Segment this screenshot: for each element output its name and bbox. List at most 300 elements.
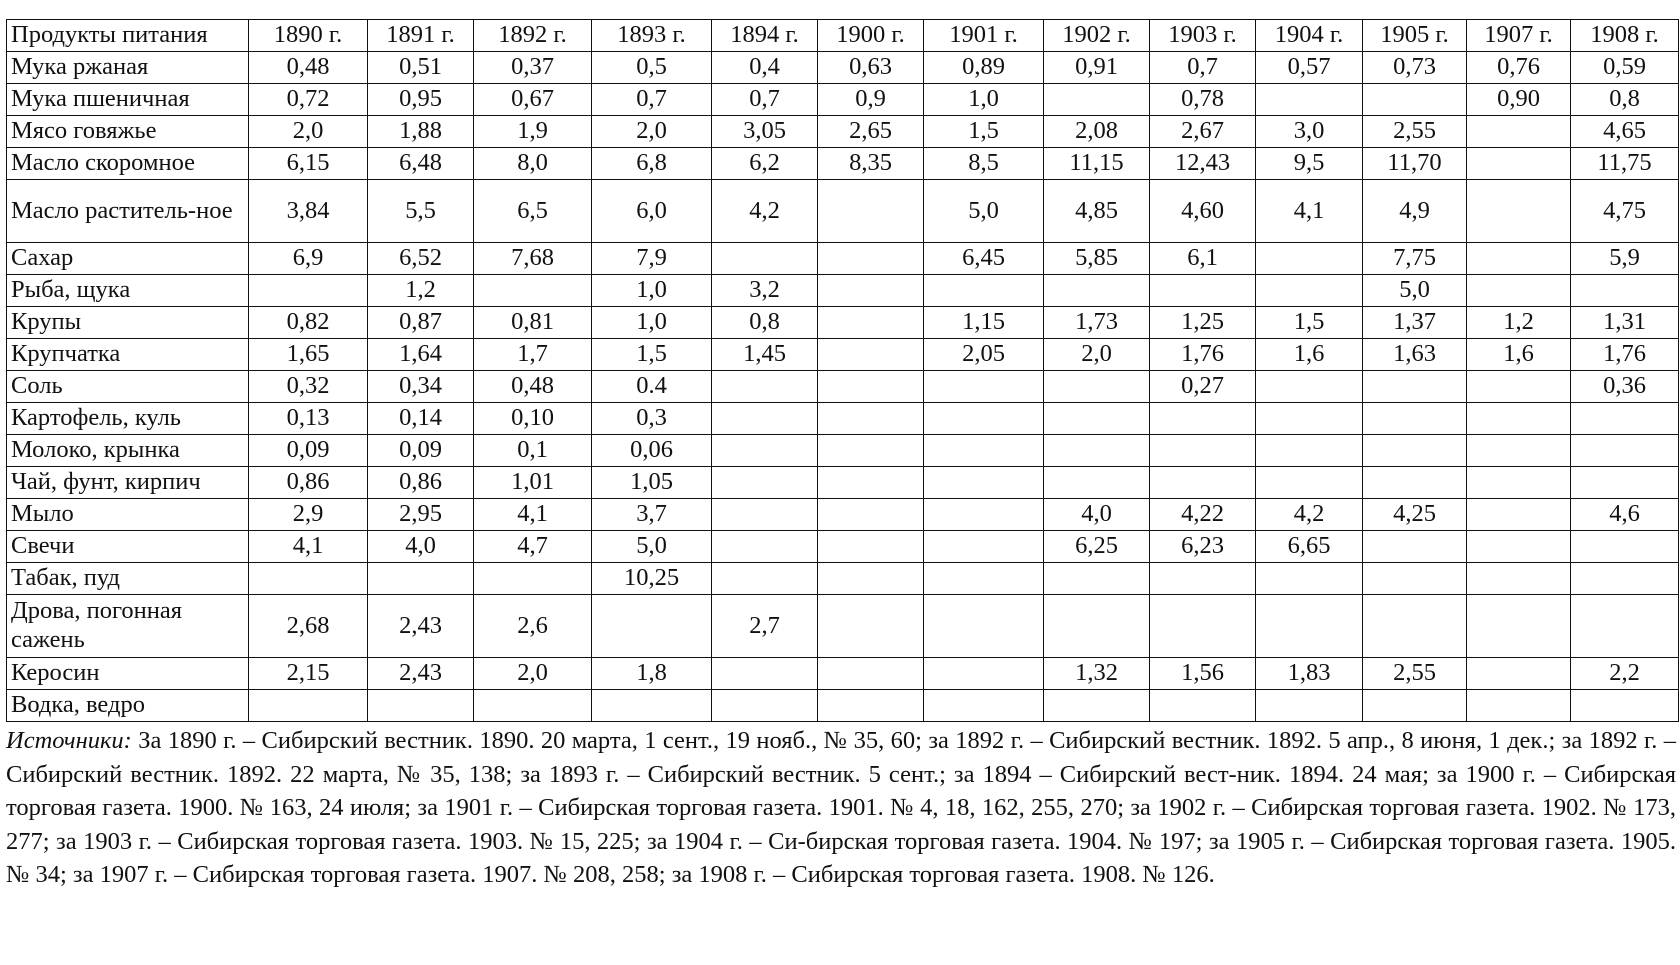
price-cell: 1,76 [1571,339,1679,371]
price-cell [368,690,474,722]
price-cell: 7,9 [592,243,712,275]
price-cell: 1,9 [474,116,592,148]
price-cell: 1,0 [592,275,712,307]
price-cell: 0,7 [592,84,712,116]
price-cell [1150,275,1256,307]
price-cell [1044,371,1150,403]
price-cell: 6,8 [592,148,712,180]
price-cell [818,339,924,371]
price-cell: 1,05 [592,467,712,499]
price-cell: 6,48 [368,148,474,180]
price-cell: 5,85 [1044,243,1150,275]
price-cell [1571,531,1679,563]
price-cell [712,531,818,563]
price-cell: 4,65 [1571,116,1679,148]
price-cell: 0,37 [474,52,592,84]
price-cell: 2,67 [1150,116,1256,148]
price-cell: 6,1 [1150,243,1256,275]
price-cell [1363,467,1467,499]
price-cell: 1,73 [1044,307,1150,339]
price-cell: 0,73 [1363,52,1467,84]
price-cell: 2,05 [924,339,1044,371]
table-row [7,563,1679,595]
product-name-cell: Чай, фунт, кирпич [7,467,249,499]
price-cell: 4,1 [1256,180,1363,243]
price-cell: 1,5 [1256,307,1363,339]
column-header-year: 1902 г. [1044,20,1150,52]
price-cell: 5,5 [368,180,474,243]
price-cell: 6,9 [249,243,368,275]
price-cell [1467,499,1571,531]
table-row [7,52,1679,84]
column-header-year: 1903 г. [1150,20,1256,52]
table-row [7,148,1679,180]
price-cell: 0,7 [712,84,818,116]
price-cell [1467,595,1571,658]
column-header-year: 1894 г. [712,20,818,52]
price-cell [1150,563,1256,595]
price-cell: 0,34 [368,371,474,403]
price-cell [924,690,1044,722]
price-table [6,19,1679,722]
price-cell: 0,1 [474,435,592,467]
price-cell [1363,435,1467,467]
price-cell [249,563,368,595]
price-cell: 0,3 [592,403,712,435]
table-row [7,403,1679,435]
column-header-product: Продукты питания [7,20,249,52]
price-cell: 4,25 [1363,499,1467,531]
price-cell: 6,45 [924,243,1044,275]
price-cell: 0.4 [592,371,712,403]
price-cell [712,467,818,499]
table-row [7,307,1679,339]
table-row [7,595,1679,658]
price-cell: 0,63 [818,52,924,84]
price-cell: 1,31 [1571,307,1679,339]
price-cell [818,243,924,275]
price-cell [1467,467,1571,499]
price-cell: 0,48 [249,52,368,84]
product-name-cell: Сахар [7,243,249,275]
price-cell: 1,6 [1467,339,1571,371]
price-cell: 1,8 [592,658,712,690]
product-name-cell: Картофель, куль [7,403,249,435]
column-header-year: 1908 г. [1571,20,1679,52]
table-row [7,435,1679,467]
price-cell [1571,690,1679,722]
price-cell: 0,76 [1467,52,1571,84]
price-cell: 11,75 [1571,148,1679,180]
price-cell: 0,89 [924,52,1044,84]
price-cell: 1,6 [1256,339,1363,371]
price-cell: 2,0 [592,116,712,148]
column-header-year: 1905 г. [1363,20,1467,52]
price-cell: 1,2 [368,275,474,307]
sources-label: Источники: [6,727,132,754]
price-cell: 6,65 [1256,531,1363,563]
price-cell: 7,68 [474,243,592,275]
price-cell [1150,595,1256,658]
price-cell: 4,0 [368,531,474,563]
price-cell [1044,563,1150,595]
price-cell: 0,59 [1571,52,1679,84]
price-cell [1256,403,1363,435]
table-header [7,20,1679,52]
price-cell: 8,35 [818,148,924,180]
price-cell [1150,690,1256,722]
price-cell [818,499,924,531]
price-cell [474,690,592,722]
price-cell [1363,531,1467,563]
price-cell [1150,403,1256,435]
price-cell: 2,15 [249,658,368,690]
price-cell: 4,9 [1363,180,1467,243]
price-cell: 0,8 [712,307,818,339]
table-row [7,531,1679,563]
price-cell: 1,0 [924,84,1044,116]
price-cell [818,180,924,243]
sources-text: За 1890 г. – Сибирский вестник. 1890. 20 марта, 1 сент., 19 нояб., № 35, 60; за 1892 г. – Сибирский вестник. 1892. 5 апр., 8 июня, 1 дек.; за 1892 г. – Сибирский вестник. 1892. 22 марта, № 35, 138; за 1893 г. – Сибирский вестник. 5 сент.; за 1894 – Сибирский вест-ник. 1894. 24 мая; за 1900 г. – Сибирская торговая газета. 1900. № 163, 24 июля; за 1901 г. – Сибирская торговая газета. 1901. № 4, 18, 162, 255, 270; за 1902 г. – Сибирская торговая газета. 1902. № 173, 277; за 1903 г. – Сибирская торговая газета. 1903. № 15, 225; за 1904 г. – Си-бирская торговая газета. 1904. № 197; за 1905 г. – Сибирская торговая газета. 1905. № 34; за 1907 г. – Сибирская торговая газета. 1907. № 208, 258; за 1908 г. – Сибирская торговая газета. 1908. № 126. [6,727,1676,888]
price-cell: 3,7 [592,499,712,531]
price-cell: 6,15 [249,148,368,180]
price-cell [1467,275,1571,307]
price-cell [818,690,924,722]
column-header-year: 1892 г. [474,20,592,52]
price-cell [924,531,1044,563]
price-cell [924,403,1044,435]
price-cell [924,371,1044,403]
column-header-year: 1907 г. [1467,20,1571,52]
price-cell: 2,2 [1571,658,1679,690]
price-cell: 0,09 [368,435,474,467]
price-cell: 0,78 [1150,84,1256,116]
price-cell: 5,0 [592,531,712,563]
column-header-year: 1904 г. [1256,20,1363,52]
price-cell: 8,0 [474,148,592,180]
price-cell: 6,5 [474,180,592,243]
price-cell [1363,595,1467,658]
product-name-cell: Свечи [7,531,249,563]
price-cell: 0,36 [1571,371,1679,403]
price-cell: 0,95 [368,84,474,116]
price-cell [818,467,924,499]
product-name-cell: Соль [7,371,249,403]
price-cell: 0,67 [474,84,592,116]
price-cell [592,595,712,658]
price-cell: 4,60 [1150,180,1256,243]
price-cell [712,403,818,435]
price-cell: 2,55 [1363,658,1467,690]
price-cell: 2,43 [368,595,474,658]
price-cell: 2,7 [712,595,818,658]
price-cell [818,275,924,307]
table-row [7,84,1679,116]
table-body [7,52,1679,722]
column-header-year: 1901 г. [924,20,1044,52]
price-cell [1467,403,1571,435]
price-cell [1256,371,1363,403]
price-cell [924,275,1044,307]
price-cell [924,435,1044,467]
price-cell: 0,51 [368,52,474,84]
price-cell [1467,243,1571,275]
product-name-cell: Мука пшеничная [7,84,249,116]
column-header-year: 1893 г. [592,20,712,52]
price-cell: 0,72 [249,84,368,116]
product-name-cell: Мясо говяжье [7,116,249,148]
price-cell: 2,0 [249,116,368,148]
price-cell [1150,467,1256,499]
product-name-cell: Керосин [7,658,249,690]
price-cell [1467,371,1571,403]
price-cell [1044,84,1150,116]
price-cell: 4,6 [1571,499,1679,531]
price-cell [1571,563,1679,595]
price-cell: 2,9 [249,499,368,531]
price-cell [249,690,368,722]
price-cell [1150,435,1256,467]
price-cell [712,371,818,403]
price-cell: 0,86 [368,467,474,499]
price-cell [712,658,818,690]
product-name-cell: Мука ржаная [7,52,249,84]
price-cell: 1,88 [368,116,474,148]
table-row [7,339,1679,371]
price-cell: 2,68 [249,595,368,658]
price-cell: 0,91 [1044,52,1150,84]
price-cell: 4,1 [249,531,368,563]
price-cell [1467,180,1571,243]
product-name-cell: Крупчатка [7,339,249,371]
price-cell: 4,75 [1571,180,1679,243]
price-cell: 6,2 [712,148,818,180]
price-cell: 0,06 [592,435,712,467]
price-cell: 1,65 [249,339,368,371]
price-cell: 2,43 [368,658,474,690]
price-cell: 3,2 [712,275,818,307]
price-cell [1467,563,1571,595]
price-cell [1256,595,1363,658]
price-cell: 0,09 [249,435,368,467]
price-cell [1044,690,1150,722]
price-cell: 0,14 [368,403,474,435]
price-cell: 3,0 [1256,116,1363,148]
sources-note [6,724,1676,892]
price-cell: 0,13 [249,403,368,435]
price-cell [1467,116,1571,148]
price-cell: 0,90 [1467,84,1571,116]
price-cell: 11,15 [1044,148,1150,180]
price-cell [1363,403,1467,435]
price-cell [1363,563,1467,595]
table-row [7,275,1679,307]
price-cell: 5,0 [1363,275,1467,307]
header-row [7,20,1679,52]
price-cell: 2,95 [368,499,474,531]
price-cell: 4,2 [1256,499,1363,531]
price-cell: 1,01 [474,467,592,499]
price-cell [712,499,818,531]
price-cell: 0,48 [474,371,592,403]
price-cell: 0,4 [712,52,818,84]
price-cell: 11,70 [1363,148,1467,180]
price-cell [818,307,924,339]
table-row [7,690,1679,722]
price-cell: 1,25 [1150,307,1256,339]
price-cell: 2,0 [1044,339,1150,371]
price-cell: 1,15 [924,307,1044,339]
price-cell [1467,531,1571,563]
price-cell [818,435,924,467]
price-cell: 1,63 [1363,339,1467,371]
price-cell [924,467,1044,499]
price-cell [818,595,924,658]
price-cell: 0,10 [474,403,592,435]
price-cell [1467,435,1571,467]
price-cell [474,275,592,307]
price-cell [1571,595,1679,658]
price-cell [818,371,924,403]
price-cell [368,563,474,595]
price-cell [1044,595,1150,658]
price-cell: 2,08 [1044,116,1150,148]
price-cell [1363,371,1467,403]
price-cell [1256,690,1363,722]
table-row [7,658,1679,690]
product-name-cell: Молоко, крынка [7,435,249,467]
table-row [7,467,1679,499]
price-cell [712,563,818,595]
price-cell: 6,23 [1150,531,1256,563]
price-cell: 0,27 [1150,371,1256,403]
product-name-cell: Масло скоромное [7,148,249,180]
price-cell: 2,0 [474,658,592,690]
price-cell [474,563,592,595]
price-cell [924,563,1044,595]
price-cell: 1,7 [474,339,592,371]
price-cell: 1,5 [924,116,1044,148]
price-cell [818,531,924,563]
table-row [7,371,1679,403]
price-cell: 0,5 [592,52,712,84]
price-cell [249,275,368,307]
price-cell: 1,5 [592,339,712,371]
price-cell: 12,43 [1150,148,1256,180]
price-cell [1467,690,1571,722]
price-cell: 0,57 [1256,52,1363,84]
price-cell: 3,84 [249,180,368,243]
price-cell [712,435,818,467]
price-cell: 1,2 [1467,307,1571,339]
price-cell [592,690,712,722]
price-cell: 1,76 [1150,339,1256,371]
price-cell: 6,25 [1044,531,1150,563]
price-cell [1256,84,1363,116]
price-cell: 4,22 [1150,499,1256,531]
product-name-cell: Масло раститель-ное [7,180,249,243]
price-cell [1044,275,1150,307]
column-header-year: 1900 г. [818,20,924,52]
price-cell: 0,82 [249,307,368,339]
price-cell: 10,25 [592,563,712,595]
product-name-cell: Водка, ведро [7,690,249,722]
table-row [7,180,1679,243]
price-cell: 9,5 [1256,148,1363,180]
price-cell [818,563,924,595]
table-row [7,243,1679,275]
price-cell: 2,6 [474,595,592,658]
price-cell: 1,37 [1363,307,1467,339]
price-cell [818,658,924,690]
price-cell: 0,81 [474,307,592,339]
column-header-year: 1890 г. [249,20,368,52]
table-row [7,499,1679,531]
price-cell: 2,65 [818,116,924,148]
price-cell [712,690,818,722]
column-header-year: 1891 г. [368,20,474,52]
price-cell: 5,0 [924,180,1044,243]
price-cell: 5,9 [1571,243,1679,275]
price-cell: 1,83 [1256,658,1363,690]
price-cell [1256,467,1363,499]
product-name-cell: Табак, пуд [7,563,249,595]
price-cell [1044,435,1150,467]
price-cell: 6,52 [368,243,474,275]
price-cell: 3,05 [712,116,818,148]
price-cell: 8,5 [924,148,1044,180]
price-cell [712,243,818,275]
price-cell [1571,275,1679,307]
price-cell [1044,467,1150,499]
price-cell: 0,86 [249,467,368,499]
price-cell: 4,85 [1044,180,1150,243]
price-cell [1256,563,1363,595]
price-cell [1044,403,1150,435]
product-name-cell: Дрова, погонная сажень [7,595,249,658]
product-name-cell: Мыло [7,499,249,531]
price-cell [1467,148,1571,180]
price-cell: 7,75 [1363,243,1467,275]
price-cell [1571,403,1679,435]
price-cell [1571,467,1679,499]
price-cell: 0,8 [1571,84,1679,116]
price-cell [924,595,1044,658]
price-cell: 2,55 [1363,116,1467,148]
price-cell: 1,45 [712,339,818,371]
price-cell: 0,9 [818,84,924,116]
price-cell [1363,690,1467,722]
table-row [7,116,1679,148]
price-cell: 0,87 [368,307,474,339]
price-cell: 0,7 [1150,52,1256,84]
product-name-cell: Рыба, щука [7,275,249,307]
price-cell: 1,64 [368,339,474,371]
price-cell [1256,243,1363,275]
price-cell: 4,1 [474,499,592,531]
price-cell [1571,435,1679,467]
price-cell [1363,84,1467,116]
product-name-cell: Крупы [7,307,249,339]
price-cell: 4,2 [712,180,818,243]
price-cell: 4,7 [474,531,592,563]
price-cell: 1,0 [592,307,712,339]
price-cell: 6,0 [592,180,712,243]
price-cell: 0,32 [249,371,368,403]
price-cell [1256,435,1363,467]
price-cell: 4,0 [1044,499,1150,531]
price-cell: 1,32 [1044,658,1150,690]
